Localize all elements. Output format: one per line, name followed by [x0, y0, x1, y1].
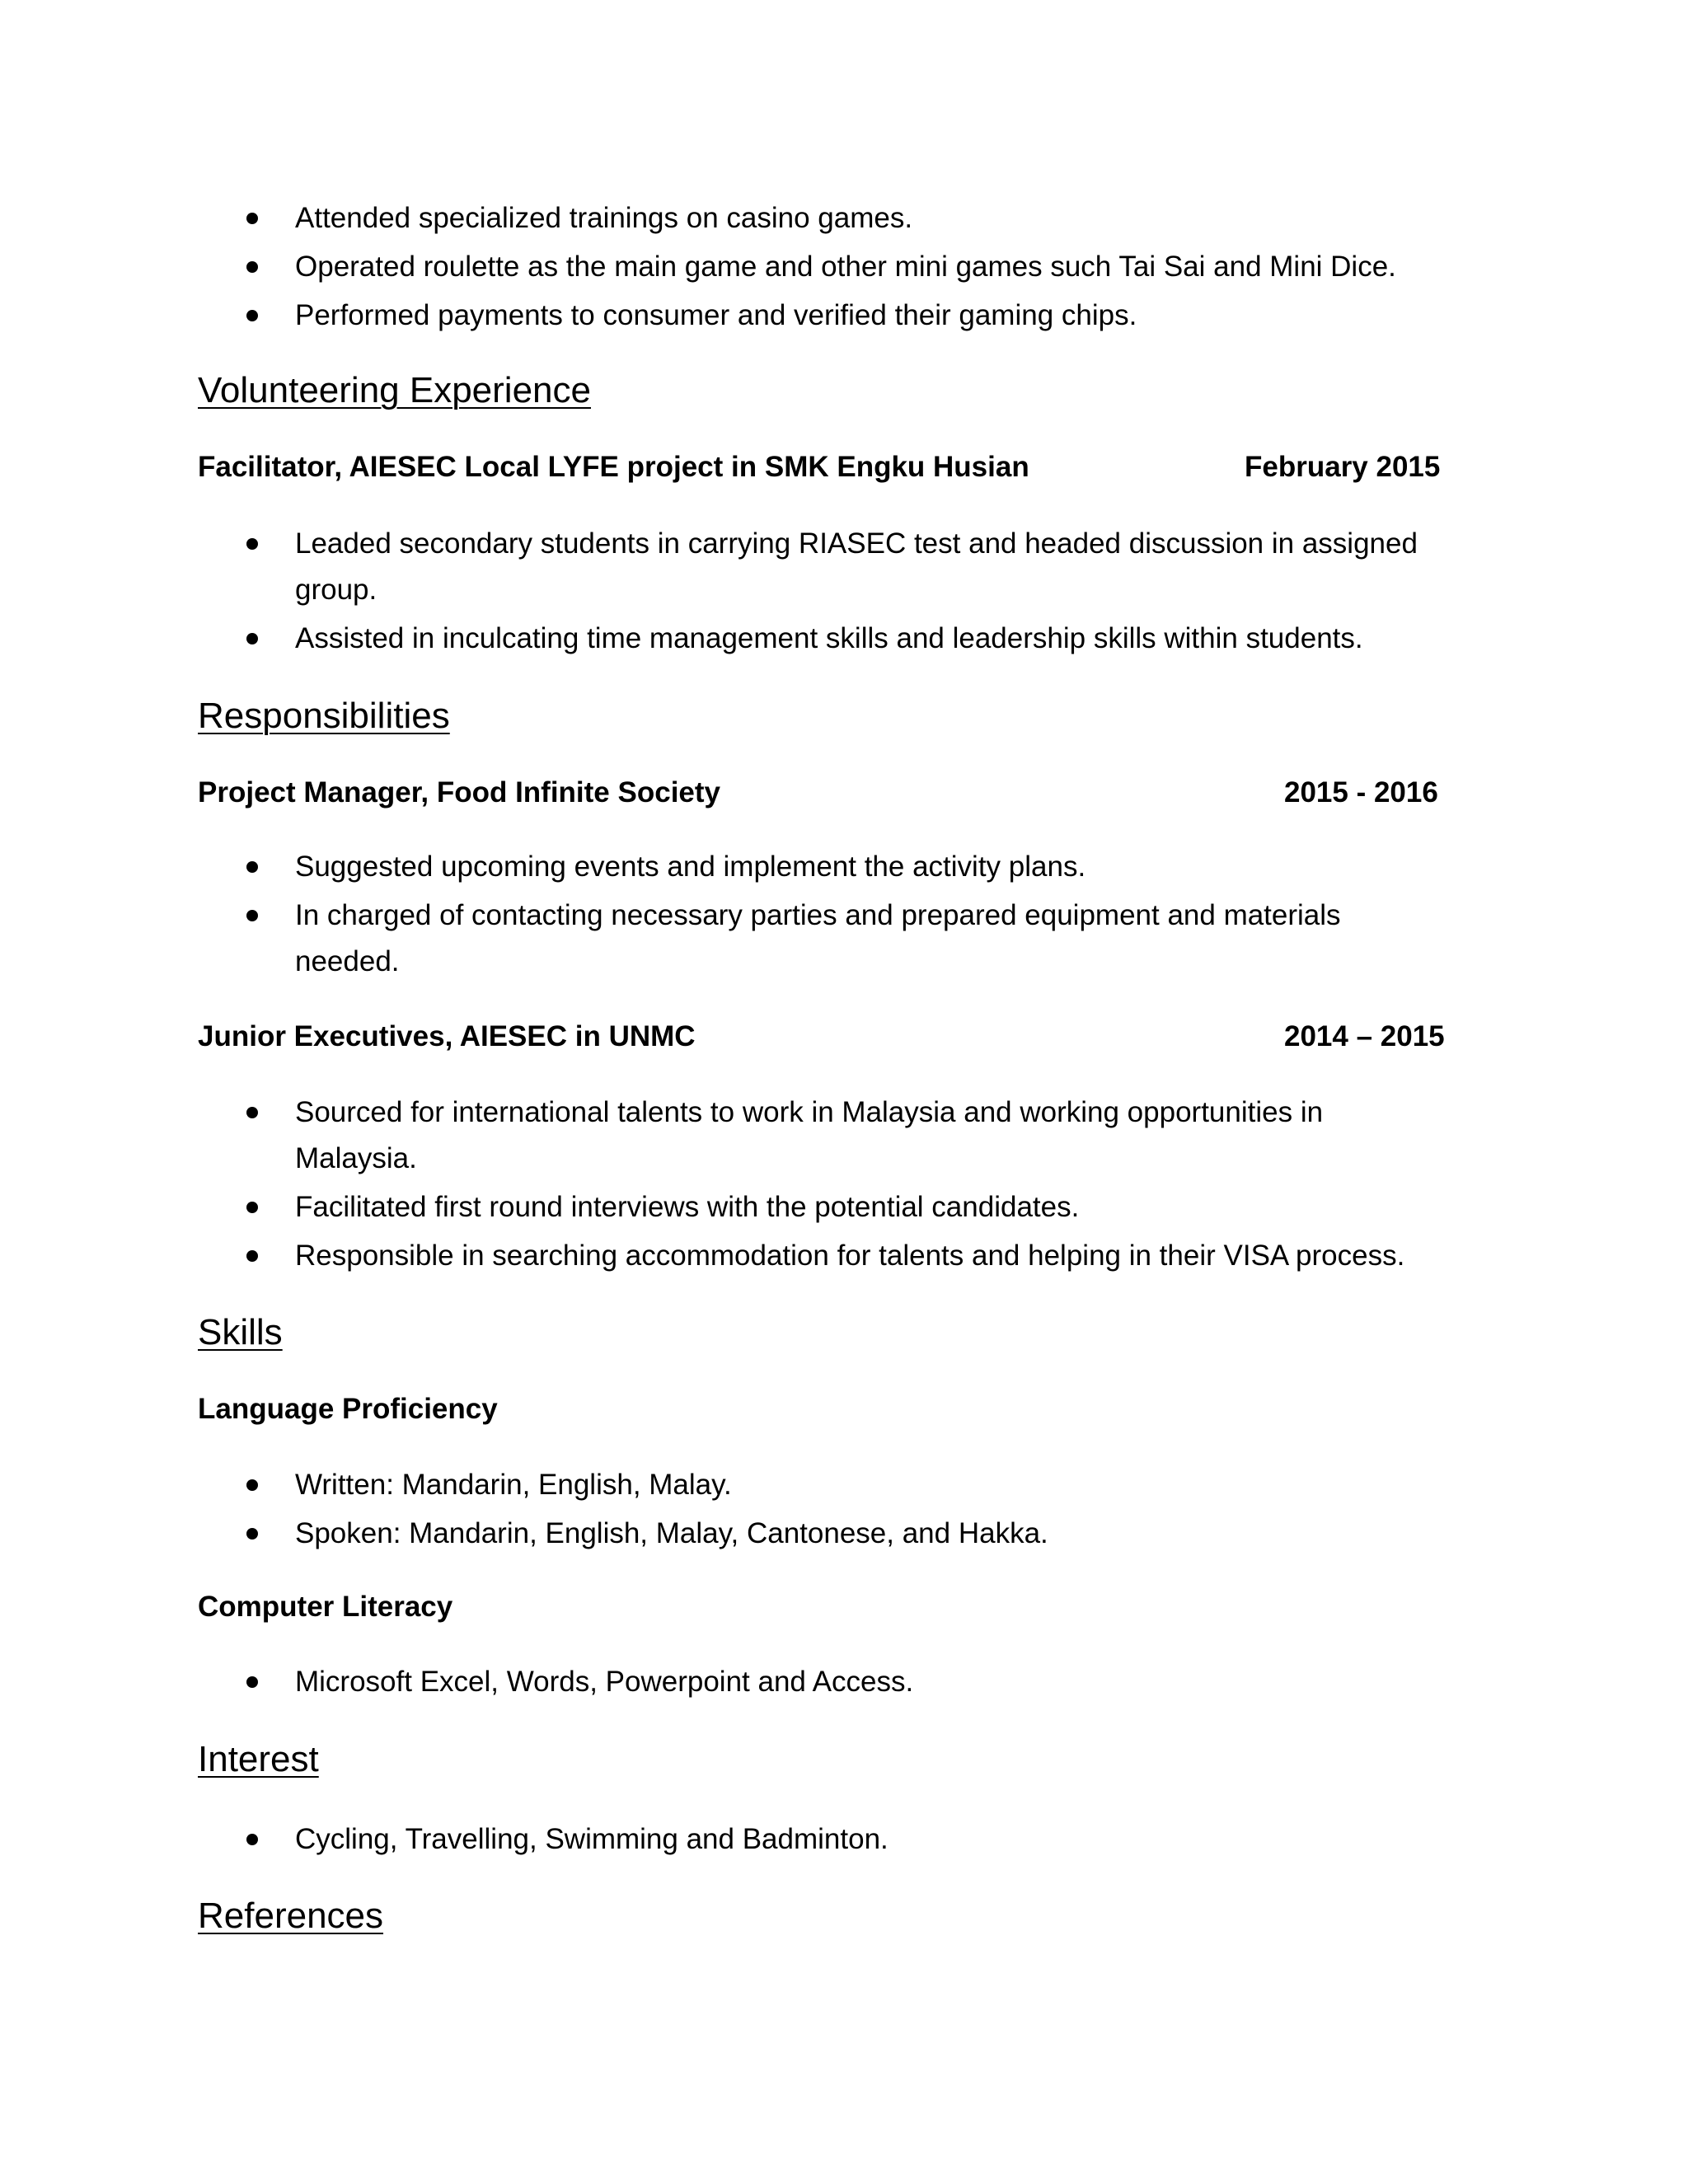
- bullet-icon: [246, 261, 258, 273]
- list-item: [198, 521, 1451, 613]
- computer-literacy-heading: Computer Literacy: [198, 1591, 453, 1623]
- bullet-icon: [246, 310, 258, 321]
- bullet-list: [198, 844, 1451, 985]
- list-item: [198, 1816, 1451, 1863]
- bullet-icon: [246, 633, 258, 644]
- bullet-text: Performed payments to consumer and verified their gaming chips.: [295, 299, 1137, 331]
- bullet-text: Suggested upcoming events and implement the activity plans.: [295, 851, 1086, 883]
- interest-bullets: [198, 1816, 1451, 1865]
- interest-heading: Interest: [198, 1739, 319, 1779]
- bullet-text: Operated roulette as the main game and other mini games such Tai Sai and Mini Dice.: [295, 251, 1396, 283]
- bullet-icon: [246, 1250, 258, 1262]
- bullet-text: Responsible in searching accommodation for talents and helping in their VISA process.: [295, 1240, 1405, 1272]
- role-title: Junior Executives, AIESEC in UNMC: [198, 1020, 696, 1052]
- bullet-text: Attended specialized trainings on casino games.: [295, 202, 913, 234]
- list-item: [198, 1090, 1451, 1182]
- list-item: [198, 1184, 1451, 1230]
- list-item: [198, 244, 1451, 290]
- bullet-icon: [246, 1834, 258, 1845]
- bullet-list: [198, 195, 1451, 339]
- bullet-text: Assisted in inculcating time management skills and leadership skills within students.: [295, 622, 1363, 654]
- bullet-text: Cycling, Travelling, Swimming and Badminton.: [295, 1823, 889, 1855]
- bullet-icon: [246, 1676, 258, 1688]
- bullet-text: Sourced for international talents to work in Malaysia and working opportunities in Malaysia.: [295, 1096, 1324, 1174]
- bullet-text: Written: Mandarin, English, Malay.: [295, 1469, 732, 1501]
- bullet-icon: [246, 213, 258, 224]
- bullet-text: Facilitated first round interviews with the potential candidates.: [295, 1191, 1080, 1223]
- responsibility-role-row: [198, 772, 1451, 813]
- list-item: [198, 1659, 1451, 1705]
- volunteering-bullets: [198, 521, 1451, 664]
- bullet-text: Leaded secondary students in carrying RIASEC test and headed discussion in assigned group.: [295, 527, 1418, 606]
- references-heading: References: [198, 1896, 384, 1936]
- skills-heading: Skills: [198, 1312, 283, 1352]
- bullet-icon: [246, 1202, 258, 1213]
- bullet-text: Spoken: Mandarin, English, Malay, Cantonese, and Hakka.: [295, 1517, 1048, 1549]
- work-experience-bullets: [198, 195, 1451, 341]
- computer-bullets: [198, 1659, 1451, 1708]
- volunteering-role-row: [198, 447, 1451, 488]
- language-bullets: [198, 1462, 1451, 1559]
- list-item: [198, 893, 1451, 985]
- role-date: 2014 – 2015: [1284, 1020, 1445, 1052]
- bullet-icon: [246, 538, 258, 550]
- role-title: Project Manager, Food Infinite Society: [198, 776, 720, 808]
- bullet-list: [198, 1816, 1451, 1863]
- volunteering-heading: Volunteering Experience: [198, 370, 591, 410]
- list-item: [198, 1511, 1451, 1557]
- bullet-text: Microsoft Excel, Words, Powerpoint and Access.: [295, 1666, 914, 1698]
- project-manager-bullets: [198, 844, 1451, 987]
- list-item: [198, 293, 1451, 339]
- bullet-icon: [246, 861, 258, 873]
- responsibilities-heading: Responsibilities: [198, 696, 450, 736]
- bullet-list: [198, 1090, 1451, 1279]
- role-title: Facilitator, AIESEC Local LYFE project in SMK Engku Husian: [198, 451, 1029, 483]
- bullet-icon: [246, 910, 258, 921]
- bullet-icon: [246, 1528, 258, 1540]
- list-item: [198, 844, 1451, 890]
- role-date: 2015 - 2016: [1284, 776, 1438, 808]
- list-item: [198, 1233, 1451, 1279]
- junior-executives-bullets: [198, 1090, 1451, 1282]
- list-item: [198, 616, 1451, 662]
- bullet-list: [198, 1659, 1451, 1705]
- responsibility-role-row: [198, 1016, 1451, 1057]
- list-item: [198, 195, 1451, 241]
- role-date: February 2015: [1245, 451, 1441, 483]
- bullet-icon: [246, 1479, 258, 1491]
- language-proficiency-heading: Language Proficiency: [198, 1393, 498, 1425]
- bullet-list: [198, 521, 1451, 662]
- bullet-text: In charged of contacting necessary parties and prepared equipment and materials needed.: [295, 899, 1341, 977]
- bullet-list: [198, 1462, 1451, 1557]
- list-item: [198, 1462, 1451, 1508]
- bullet-icon: [246, 1107, 258, 1118]
